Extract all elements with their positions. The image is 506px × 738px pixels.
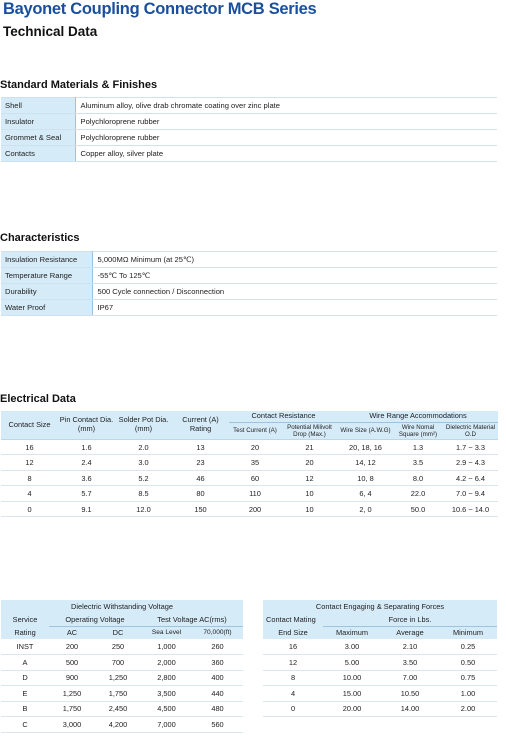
table-cell: 4 xyxy=(263,686,323,702)
characteristics-table xyxy=(1,251,497,316)
col-test-voltage: Test Voltage AC(rms) xyxy=(141,613,243,626)
table-cell: 20 xyxy=(229,439,281,455)
row-key: Temperature Range xyxy=(1,268,92,284)
table-cell: 2.4 xyxy=(58,455,115,471)
table-row xyxy=(263,639,497,655)
table-cell: 12 xyxy=(1,455,58,471)
kv-row xyxy=(1,268,497,284)
page-subtitle: Technical Data xyxy=(3,24,98,39)
table-row xyxy=(263,701,497,717)
characteristics-heading: Characteristics xyxy=(0,232,80,244)
table-cell: 60 xyxy=(229,470,281,486)
table-cell: 46 xyxy=(172,470,229,486)
table-cell: 560 xyxy=(192,717,243,733)
table-cell: 2,450 xyxy=(95,701,141,717)
kv-row xyxy=(1,98,497,114)
table-cell: C xyxy=(1,717,49,733)
kv-row xyxy=(1,146,497,162)
table-cell: 1,000 xyxy=(141,639,192,655)
table-cell: 10.50 xyxy=(381,686,439,702)
table-cell: 2.0 xyxy=(115,439,172,455)
row-value: 5,000MΩ Minimum (at 25℃) xyxy=(92,252,497,268)
table-cell: 5.2 xyxy=(115,470,172,486)
row-key: Durability xyxy=(1,284,92,300)
table-cell: 0 xyxy=(1,501,58,517)
table-cell: 700 xyxy=(95,655,141,671)
table-cell: 1,750 xyxy=(49,701,95,717)
table-cell: 2.10 xyxy=(381,639,439,655)
col-test-current: Test Current (A) xyxy=(229,422,281,439)
col-dielectric-od: Dielectric Material O.D xyxy=(443,422,498,439)
table-cell: 5.7 xyxy=(58,486,115,502)
dielectric-voltage-rows xyxy=(1,639,243,732)
table-cell: 260 xyxy=(192,639,243,655)
table-cell: 7.0 ~ 9.4 xyxy=(443,486,498,502)
table-cell: 3.00 xyxy=(323,639,381,655)
table-row xyxy=(263,686,497,702)
table-cell: 23 xyxy=(172,455,229,471)
table-cell: E xyxy=(1,686,49,702)
table-cell: 4,200 xyxy=(95,717,141,733)
table-cell: 3.6 xyxy=(58,470,115,486)
table-cell: 8 xyxy=(1,470,58,486)
table-cell: 1,250 xyxy=(49,686,95,702)
col-wire-size: Wire Size (A.W.G) xyxy=(338,422,393,439)
table-cell: 250 xyxy=(95,639,141,655)
col-minimum: Minimum xyxy=(439,626,497,639)
col-sea-level: Sea Level xyxy=(141,626,192,639)
kv-row xyxy=(1,284,497,300)
kv-row xyxy=(1,252,497,268)
col-wire-square: Wire Nomal Square (mm²) xyxy=(393,422,443,439)
table-row xyxy=(1,439,498,455)
characteristics-rows xyxy=(1,252,497,316)
dielectric-voltage-table xyxy=(1,600,243,733)
col-pin-contact: Pin Contact Dia. (mm) xyxy=(58,411,115,439)
table-cell: 20.00 xyxy=(323,701,381,717)
row-key: Contacts xyxy=(1,146,75,162)
col-end-size: End Size xyxy=(263,626,323,639)
table-cell: 900 xyxy=(49,670,95,686)
table-cell: 1,250 xyxy=(95,670,141,686)
table-cell: 3.50 xyxy=(381,655,439,671)
table-cell: 8.0 xyxy=(393,470,443,486)
table-cell: 20 xyxy=(281,455,338,471)
table-cell: 14.00 xyxy=(381,701,439,717)
col-current-rating: Current (A) Rating xyxy=(172,411,229,439)
electrical-table xyxy=(1,411,498,517)
row-key: Grommet & Seal xyxy=(1,130,75,146)
table-cell: 2.9 ~ 4.3 xyxy=(443,455,498,471)
electrical-rows xyxy=(1,439,498,517)
table-row xyxy=(1,717,243,733)
table-cell: 0.50 xyxy=(439,655,497,671)
row-key: Water Proof xyxy=(1,300,92,316)
table-row xyxy=(1,486,498,502)
col-force: Force in Lbs. xyxy=(323,613,497,626)
table-cell: 7,000 xyxy=(141,717,192,733)
row-value: Polychloroprene rubber xyxy=(75,130,497,146)
table-cell: 9.1 xyxy=(58,501,115,517)
table-row xyxy=(263,655,497,671)
table-row xyxy=(1,686,243,702)
col-rating: Rating xyxy=(1,626,49,639)
table-row xyxy=(1,501,498,517)
table-cell: 22.0 xyxy=(393,486,443,502)
table-cell: 2, 0 xyxy=(338,501,393,517)
row-value: 500 Cycle connection / Disconnection xyxy=(92,284,497,300)
table-cell: 2,000 xyxy=(141,655,192,671)
table-cell: 200 xyxy=(49,639,95,655)
table-cell: 16 xyxy=(1,439,58,455)
col-contact-mating: Contact Mating xyxy=(263,613,323,626)
table-cell: 8 xyxy=(263,670,323,686)
table-cell: 1.6 xyxy=(58,439,115,455)
row-value: IP67 xyxy=(92,300,497,316)
table-cell: 12 xyxy=(281,470,338,486)
table-cell: 0 xyxy=(263,701,323,717)
table-cell: 480 xyxy=(192,701,243,717)
table-cell: 10 xyxy=(281,486,338,502)
table-cell: 200 xyxy=(229,501,281,517)
table-cell: INST xyxy=(1,639,49,655)
page-title: Bayonet Coupling Connector MCB Series xyxy=(3,0,317,18)
table-cell: 3,500 xyxy=(141,686,192,702)
table-cell: 10 xyxy=(281,501,338,517)
materials-table xyxy=(1,97,497,162)
table-row xyxy=(1,639,243,655)
table-cell: 1.3 xyxy=(393,439,443,455)
row-value: Copper alloy, silver plate xyxy=(75,146,497,162)
col-ac: AC xyxy=(49,626,95,639)
engaging-forces-heading: Contact Engaging & Separating Forces xyxy=(263,600,497,613)
row-key: Shell xyxy=(1,98,75,114)
col-contact-resistance: Contact Resistance xyxy=(229,411,338,422)
table-cell: 360 xyxy=(192,655,243,671)
table-cell: 13 xyxy=(172,439,229,455)
kv-row xyxy=(1,300,497,316)
table-cell: 150 xyxy=(172,501,229,517)
col-wire-range: Wire Range Accommodations xyxy=(338,411,498,422)
table-cell: 14, 12 xyxy=(338,455,393,471)
table-row xyxy=(1,655,243,671)
table-cell: 0.75 xyxy=(439,670,497,686)
table-row xyxy=(1,701,243,717)
materials-rows xyxy=(1,98,497,162)
table-cell: 80 xyxy=(172,486,229,502)
engaging-forces-rows xyxy=(263,639,497,717)
table-cell: 5.00 xyxy=(323,655,381,671)
table-row xyxy=(263,670,497,686)
table-cell: 4.2 ~ 6.4 xyxy=(443,470,498,486)
table-cell: 110 xyxy=(229,486,281,502)
col-average: Average xyxy=(381,626,439,639)
engaging-forces-table xyxy=(263,600,497,717)
table-cell: B xyxy=(1,701,49,717)
table-cell: 2,800 xyxy=(141,670,192,686)
table-cell: 10, 8 xyxy=(338,470,393,486)
table-cell: 6, 4 xyxy=(338,486,393,502)
table-cell: 4,500 xyxy=(141,701,192,717)
materials-heading: Standard Materials & Finishes xyxy=(0,79,158,91)
col-service: Service xyxy=(1,613,49,626)
col-solder-pot: Solder Pot Dia. (mm) xyxy=(115,411,172,439)
table-cell: 1,750 xyxy=(95,686,141,702)
col-dc: DC xyxy=(95,626,141,639)
table-cell: 12.0 xyxy=(115,501,172,517)
table-cell: 3.0 xyxy=(115,455,172,471)
table-cell: 12 xyxy=(263,655,323,671)
table-cell: 3,000 xyxy=(49,717,95,733)
table-cell: 500 xyxy=(49,655,95,671)
kv-row xyxy=(1,114,497,130)
table-cell: D xyxy=(1,670,49,686)
dielectric-voltage-heading: Dielectric Withstanding Voltage xyxy=(1,600,243,613)
table-cell: 16 xyxy=(263,639,323,655)
electrical-heading: Electrical Data xyxy=(0,393,76,405)
col-millivolt-drop: Potential Milivolt Drop (Max.) xyxy=(281,422,338,439)
col-contact-size: Contact Size xyxy=(1,411,58,439)
table-cell: A xyxy=(1,655,49,671)
table-cell: 15.00 xyxy=(323,686,381,702)
row-value: -55℃ To 125℃ xyxy=(92,268,497,284)
table-cell: 35 xyxy=(229,455,281,471)
row-key: Insulator xyxy=(1,114,75,130)
table-cell: 7.00 xyxy=(381,670,439,686)
row-key: Insulation Resistance xyxy=(1,252,92,268)
table-cell: 1.00 xyxy=(439,686,497,702)
table-cell: 10.00 xyxy=(323,670,381,686)
kv-row xyxy=(1,130,497,146)
col-maximum: Maximum xyxy=(323,626,381,639)
row-value: Aluminum alloy, olive drab chromate coating over zinc plate xyxy=(75,98,497,114)
table-row xyxy=(1,455,498,471)
table-cell: 1.7 ~ 3.3 xyxy=(443,439,498,455)
table-row xyxy=(1,470,498,486)
row-value: Polychloroprene rubber xyxy=(75,114,497,130)
table-row xyxy=(1,670,243,686)
table-cell: 2.00 xyxy=(439,701,497,717)
table-cell: 440 xyxy=(192,686,243,702)
col-altitude: 70,000(ft) xyxy=(192,626,243,639)
table-cell: 0.25 xyxy=(439,639,497,655)
table-cell: 4 xyxy=(1,486,58,502)
table-cell: 400 xyxy=(192,670,243,686)
table-cell: 8.5 xyxy=(115,486,172,502)
table-cell: 20, 18, 16 xyxy=(338,439,393,455)
table-cell: 50.0 xyxy=(393,501,443,517)
table-cell: 3.5 xyxy=(393,455,443,471)
table-cell: 21 xyxy=(281,439,338,455)
table-cell: 10.6 ~ 14.0 xyxy=(443,501,498,517)
col-operating-voltage: Operating Voltage xyxy=(49,613,141,626)
